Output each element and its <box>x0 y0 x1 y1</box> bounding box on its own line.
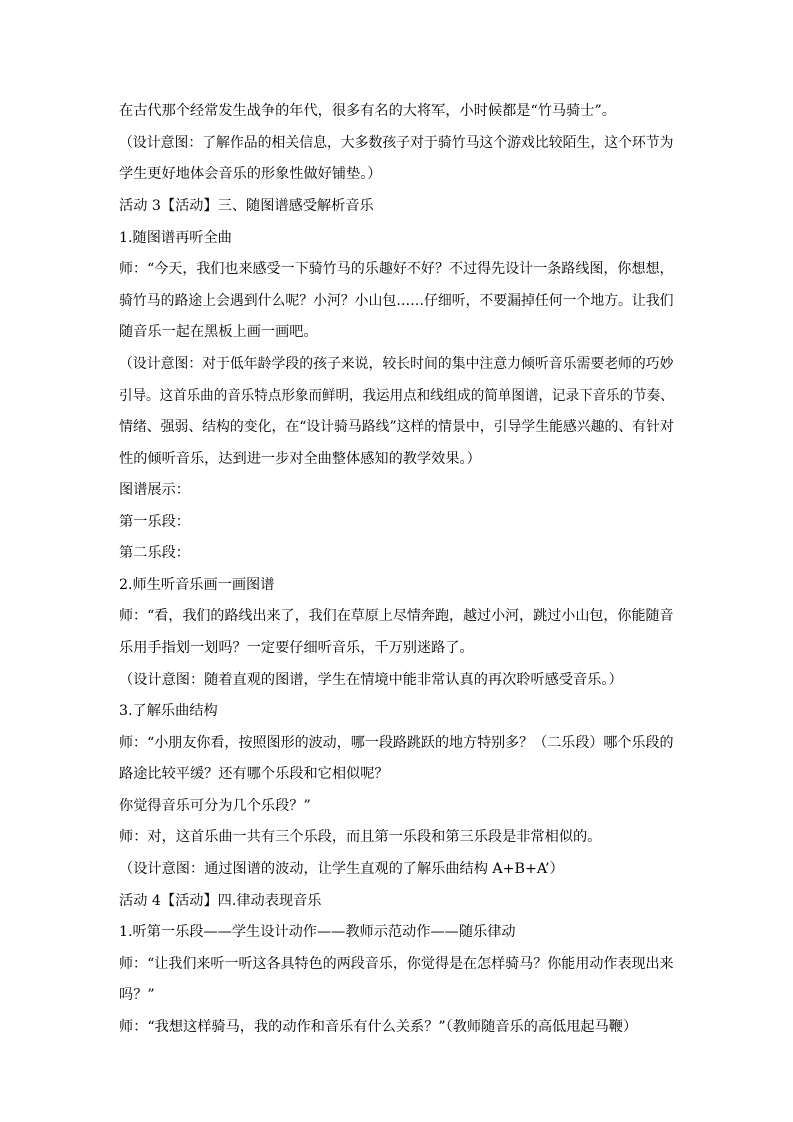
text-line: 性的倾听音乐，达到进一步对全曲整体感知的教学效果。） <box>119 451 481 467</box>
text-line: 乐用手指划一划吗？一定要仔细听音乐，千万别迷路了。 <box>119 640 474 656</box>
text-line: 你觉得音乐可分为几个乐段？” <box>119 798 311 814</box>
text-line: 骑竹马的路途上会遇到什么呢？小河？小山包……仔细听，不要漏掉任何一个地方。让我们 <box>119 293 674 309</box>
text-line: 情绪、强弱、结构的变化，在“设计骑马路线”这样的情景中，引导学生能感兴趣的、有针对 <box>119 419 674 435</box>
text-line: 吗？” <box>119 987 155 1003</box>
subsection-heading: 1.听第一乐段——学生设计动作——教师示范动作——随乐律动 <box>119 924 516 940</box>
text-line: 师：“看，我们的路线出来了，我们在草原上尽情奔跑，越过小河，跳过小山包，你能随音 <box>119 608 674 624</box>
text-line: 师：“让我们来听一听这各具特色的两段音乐，你觉得是在怎样骑马？你能用动作表现出来 <box>119 956 674 972</box>
subsection-heading: 3.了解乐曲结构 <box>119 703 218 719</box>
text-line: （设计意图：了解作品的相关信息，大多数孩子对于骑竹马这个游戏比较陌生，这个环节为 <box>119 135 674 151</box>
text-line: 师：“我想这样骑马，我的动作和音乐有什么关系？”（教师随音乐的高低甩起马鞭） <box>119 1019 638 1035</box>
text-line: 随音乐一起在黑板上画一画吧。 <box>119 324 318 340</box>
text-line: 师：对，这首乐曲一共有三个乐段，而且第一乐段和第三乐段是非常相似的。 <box>119 829 602 845</box>
text-line: 路途比较平缓？还有哪个乐段和它相似呢？ <box>119 766 389 782</box>
text-line: （设计意图：对于低年龄学段的孩子来说，较长时间的集中注意力倾听音乐需要老师的巧妙 <box>119 356 674 372</box>
text-line: 引导。这首乐曲的音乐特点形象而鲜明，我运用点和线组成的简单图谱，记录下音乐的节奏、 <box>119 388 674 404</box>
subsection-heading: 2.师生听音乐画一画图谱 <box>119 577 275 593</box>
text-line: 师：“今天，我们也来感受一下骑竹马的乐趣好不好？不过得先设计一条路线图，你想想， <box>119 261 674 277</box>
subsection-heading: 1.随图谱再听全曲 <box>119 230 232 246</box>
text-line: 图谱展示： <box>119 482 190 498</box>
text-line: 第二乐段： <box>119 545 190 561</box>
text-line: 学生更好地体会音乐的形象性做好铺垫。） <box>119 166 382 182</box>
text-line: （设计意图：通过图谱的波动，让学生直观的了解乐曲结构 A+B+A’） <box>119 861 564 877</box>
section-heading: 活动 3【活动】三、随图谱感受解析音乐 <box>119 198 374 214</box>
text-line: （设计意图：随着直观的图谱，学生在情境中能非常认真的再次聆听感受音乐。） <box>119 672 623 688</box>
text-line: 在古代那个经常发生战争的年代，很多有名的大将军，小时候都是“竹马骑士”。 <box>119 103 616 119</box>
text-line: 师：“小朋友你看，按照图形的波动，哪一段路跳跃的地方特别多？（二乐段）哪个乐段的 <box>119 735 674 751</box>
text-line: 第一乐段： <box>119 514 190 530</box>
section-heading: 活动 4【活动】四.律动表现音乐 <box>119 893 322 909</box>
